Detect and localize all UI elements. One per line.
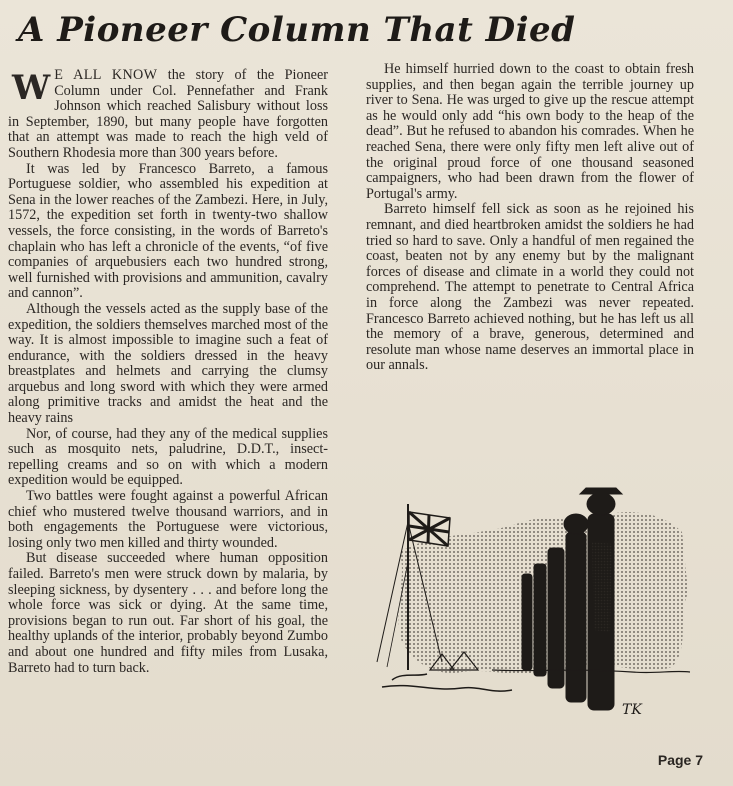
article-paragraph: He himself hurried down to the coast to obtain fresh supplies, and then began again the terrible journey up river to Sena. He was urged to give up the rescue attempt as he would only add “his own body to the heap of the dead”. But he refused to abandon his comrades. When he reached Sena, there were only fifty men left alive out of the original proud force of one thousand seasoned campaigners, who had been drawn from the flower of Portugal's army.	[366, 61, 694, 202]
article-paragraph: Although the vessels acted as the supply base of the expedition, the soldiers themselves marched most of the way. It is almost impossible to imagine such a feat of endurance, with the soldiers dressed in the heavy breastplates and helmets and carrying the clumsy arquebus and long sword with which they were armed along primitive tracks and amidst the heat and the heavy rains	[8, 300, 328, 427]
article-paragraph: But disease succeeded where human opposition failed. Barreto's men were struck down by malaria, by sleeping sickness, by dysentery . . . and before long the whole force was sick or dying. At the same time, provisions began to run out. Far short of his goal, the healthy uplands of the interior, probably beyond Zumbo and about one hundred and fifty miles from Lusaka, Barreto had to turn back.	[8, 550, 328, 676]
lead-in-caps: E ALL KNOW	[54, 67, 158, 83]
article-paragraph: Barreto himself fell sick as soon as he rejoined his remnant, and died heartbroken amidst the soldiers he had tried so hard to save. Only a handful of men regained the coast, beaten not by any enemy but by the malignant forces of disease and climate in a world they could not comprehend. The attempt to penetrate to Central Africa in force along the Zambezi was never repeated. Francesco Barreto achieved nothing, but he has left us all the memory of a brave, generous, determined and resolute man whose name deserves an immortal place in our annals.	[366, 201, 694, 374]
article-paragraph: It was led by Francesco Barreto, a famous Portuguese soldier, who assembled his expedition at Sena in the lower reaches of the Zambezi. Here, in July, 1572, the expedition set forth in twenty-two shallow vessels, the force consisting, in the words of Barreto's chaplain who has left a chronicle of the events, “of five companies of arquebusiers each two hundred strong, well furnished with provisions and ammunition, cavalry and cannon”.	[8, 160, 328, 302]
article-title: A Pioneer Column That Died	[18, 10, 576, 50]
page-number: Page 7	[657, 752, 703, 768]
drop-cap: W	[12, 68, 51, 108]
ground-line	[382, 686, 512, 692]
soldiers-illustration	[372, 482, 694, 732]
article-paragraph: Two battles were fought against a powerful African chief who mustered twelve thousand warriors, and in both engagements the Portuguese were victorious, losing only two men killed and thirty wounded.	[8, 488, 328, 551]
article-column-right	[366, 62, 694, 374]
artist-signature: TK	[622, 702, 642, 718]
article-column-left	[8, 68, 328, 676]
article-paragraph	[8, 68, 328, 162]
article-paragraph: Nor, of course, had they any of the medical supplies such as mosquito nets, paludrine, D.D.T., insect-repelling creams and so on with which a modern expedition would be equipped.	[8, 425, 328, 489]
paragraph-text: the story of the Pioneer Column under Col. Pennefather and Frank Johnson which reached Salisbury without loss in September, 1890, but many people have forgotten that an attempt was made to reach the high veld of Southern Rhodesia more than 300 years before.	[8, 67, 328, 161]
